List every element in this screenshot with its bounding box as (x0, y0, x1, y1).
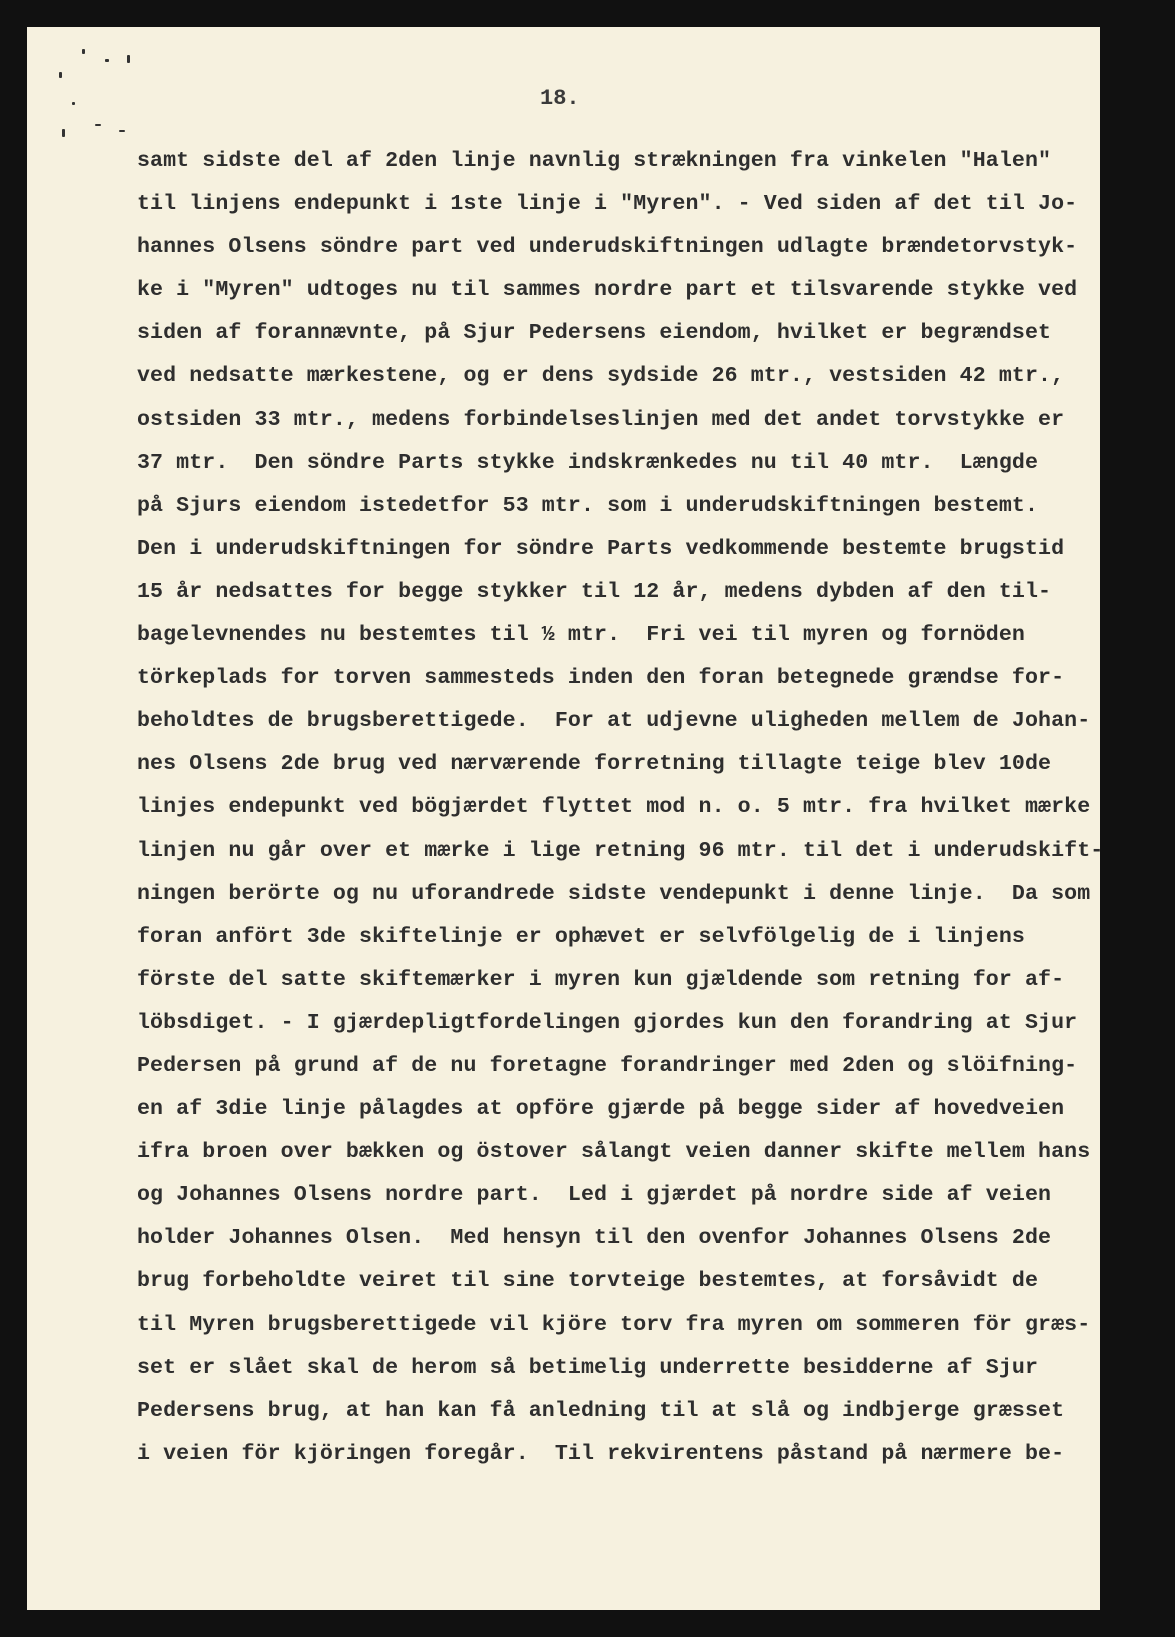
text-line: beholdtes de brugsberettigede. For at udjevne uligheden mellem de Johan- (137, 709, 1091, 734)
text-line: ifra broen over bækken og östover sålangt veien danner skifte mellem hans (137, 1140, 1091, 1165)
ink-speck (62, 129, 65, 137)
text-line: nes Olsens 2de brug ved nærværende forretning tillagte teige blev 10de (137, 752, 1052, 777)
text-line: Pedersens brug, at han kan få anledning til at slå og indbjerge græsset (137, 1398, 1065, 1423)
ink-speck (72, 102, 75, 105)
text-line: 37 mtr. Den söndre Parts stykke indskrænkedes nu til 40 mtr. Længde (137, 450, 1039, 475)
ink-speck (82, 49, 85, 54)
ink-speck (119, 130, 125, 132)
text-line: foran anfört 3de skiftelinje er ophævet er selvfölgelig de i linjens (137, 924, 1025, 949)
ink-speck (59, 72, 62, 78)
text-line: holder Johannes Olsen. Med hensyn til den ovenfor Johannes Olsens 2de (137, 1226, 1052, 1251)
text-line: brug forbeholdte veiret til sine torvteige bestemtes, at forsåvidt de (137, 1269, 1039, 1294)
text-line: Den i underudskiftningen for söndre Parts vedkommende bestemte brugstid (137, 536, 1065, 561)
ink-speck (105, 59, 109, 62)
text-line: set er slået skal de herom så betimelig underrette besidderne af Sjur (137, 1355, 1039, 1380)
text-line: linjen nu går over et mærke i lige retning 96 mtr. til det i underudskift- (137, 838, 1104, 863)
text-line: siden af forannævnte, på Sjur Pedersens eiendom, hvilket er begrændset (137, 321, 1052, 346)
text-line: samt sidste del af 2den linje navnlig strækningen fra vinkelen "Halen" (137, 149, 1052, 173)
text-line: löbsdiget. - I gjærdepligtfordelingen gjordes kun den forandring at Sjur (137, 1010, 1078, 1035)
ink-speck (127, 55, 130, 63)
text-line: linjes endepunkt ved bögjærdet flyttet mod n. o. 5 mtr. fra hvilket mærke (137, 795, 1091, 820)
text-line: til linjens endepunkt i 1ste linje i "Myren". - Ved siden af det til Jo- (137, 192, 1078, 217)
text-line: Pedersen på grund af de nu foretagne forandringer med 2den og slöifning- (137, 1053, 1078, 1078)
text-line: i veien för kjöringen foregår. Til rekvirentens påstand på nærmere be- (137, 1441, 1065, 1466)
text-line: på Sjurs eiendom istedetfor 53 mtr. som i underudskiftningen bestemt. (137, 493, 1039, 518)
text-line: til Myren brugsberettigede vil kjöre torv fra myren om sommeren för græs- (137, 1312, 1091, 1337)
page-number: 18. (540, 86, 580, 111)
text-line: ke i "Myren" udtoges nu til sammes nordre part et tilsvarende stykke ved (137, 278, 1078, 303)
ink-speck (95, 124, 101, 126)
text-line: ningen berörte og nu uforandrede sidste vendepunkt i denne linje. Da som (137, 881, 1091, 906)
text-line: en af 3die linje pålagdes at opföre gjærde på begge sider af hovedveien (137, 1097, 1065, 1122)
text-line: hannes Olsens söndre part ved underudskiftningen udlagte brændetorvstyk- (137, 235, 1078, 260)
text-line: förste del satte skiftemærker i myren kun gjældende som retning for af- (137, 967, 1065, 992)
typed-text-body (137, 140, 1103, 1476)
text-line: bagelevnendes nu bestemtes til ½ mtr. Fri vei til myren og fornöden (137, 623, 1025, 648)
text-line: ostsiden 33 mtr., medens forbindelseslinjen med det andet torvstykke er (137, 407, 1065, 432)
text-line: törkeplads for torven sammesteds inden den foran betegnede grændse for- (137, 666, 1065, 691)
text-line: ved nedsatte mærkestene, og er dens sydside 26 mtr., vestsiden 42 mtr., (137, 364, 1065, 389)
text-line: og Johannes Olsens nordre part. Led i gjærdet på nordre side af veien (137, 1183, 1052, 1208)
text-line: 15 år nedsattes for begge stykker til 12 år, medens dybden af den til- (137, 579, 1052, 604)
